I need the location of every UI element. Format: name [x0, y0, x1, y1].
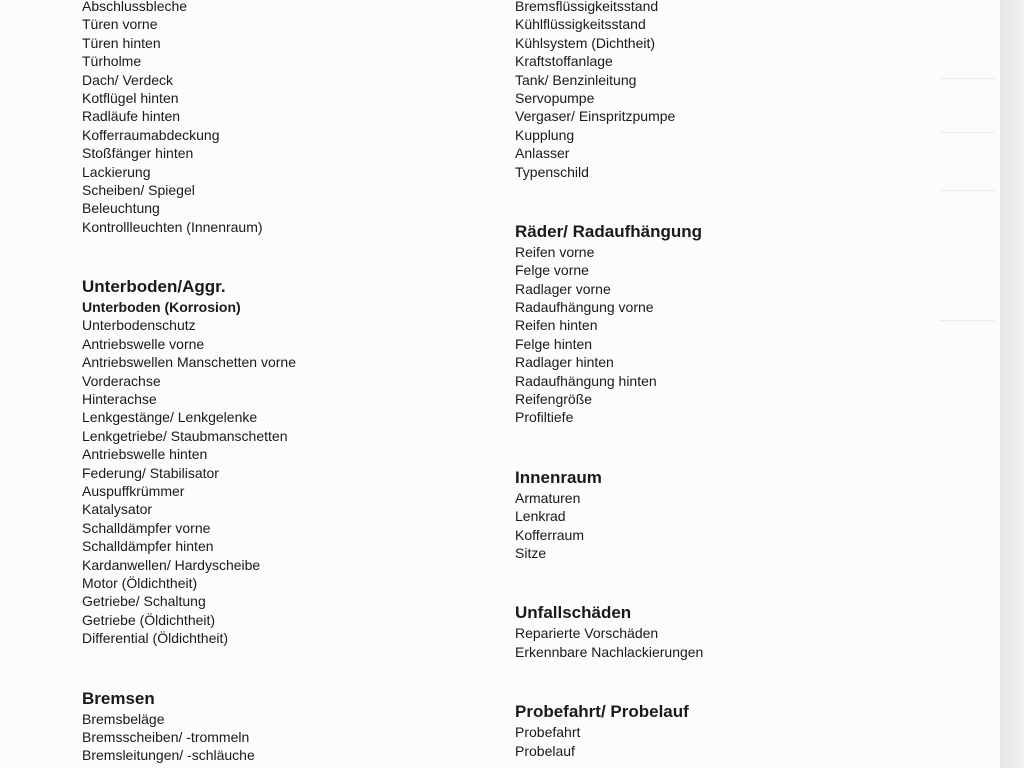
list-item: Kofferraum	[515, 526, 584, 543]
list-item: Lenkgestänge/ Lenkgelenke	[82, 409, 258, 426]
section-heading: Innenraum	[515, 467, 602, 487]
section-bremsen	[82, 686, 462, 765]
list-item: Radaufhängung vorne	[515, 299, 654, 316]
left-column	[82, 0, 462, 765]
raeder-list	[515, 243, 935, 427]
list-item: Felge hinten	[515, 335, 593, 352]
list-item: Kühlflüssigkeitsstand	[515, 16, 646, 33]
list-item: Radaufhängung hinten	[515, 372, 657, 389]
list-item: Auspuffkrümmer	[82, 483, 185, 499]
section-heading: Probefahrt/ Probelauf	[515, 702, 689, 722]
unterboden-list	[82, 316, 462, 647]
list-item: Türholme	[82, 53, 142, 70]
brand-watermark	[20, 0, 64, 520]
list-item: Katalysator	[82, 501, 153, 518]
section-subheading: Unterboden (Korrosion)	[82, 299, 241, 316]
section-gap	[515, 181, 935, 219]
section-gap	[82, 236, 462, 274]
section-probefahrt	[515, 699, 935, 760]
list-item: Sitze	[515, 544, 547, 561]
list-item: Kofferraumabdeckung	[82, 126, 220, 143]
list-item: Radläufe hinten	[82, 108, 181, 125]
list-item: Federung/ Stabilisator	[82, 464, 219, 481]
list-item: Kühlsystem (Dichtheit)	[515, 34, 656, 51]
probefahrt-list	[515, 723, 935, 760]
list-item: Probelauf	[515, 742, 575, 759]
section-gap	[515, 562, 935, 600]
exterior-list	[82, 0, 462, 236]
section-raeder	[515, 219, 935, 427]
page-edge-shadow	[1000, 0, 1024, 768]
list-item: Antriebswelle hinten	[82, 446, 208, 463]
list-item: Antriebswellen Manschetten vorne	[82, 354, 297, 371]
list-item: Profiltiefe	[515, 409, 574, 426]
section-gap	[82, 648, 462, 686]
list-item: Reifen hinten	[515, 317, 598, 334]
list-item: Hinterachse	[82, 391, 157, 408]
list-item: Reparierte Vorschäden	[515, 625, 659, 642]
list-item: Bremsflüssigkeitsstand	[515, 0, 659, 14]
list-item: Kraftstoffanlage	[515, 53, 613, 70]
innenraum-list	[515, 489, 935, 563]
list-item: Bremsleitungen/ -schläuche	[82, 747, 255, 764]
list-item: Beleuchtung	[82, 200, 160, 217]
list-item: Radlager vorne	[515, 280, 611, 297]
list-item: Schalldämpfer hinten	[82, 538, 214, 555]
section-heading: Unterboden/Aggr.	[82, 277, 226, 297]
list-item: Lenkgetriebe/ Staubmanschetten	[82, 427, 288, 444]
list-item: Anlasser	[515, 145, 570, 162]
section-gap	[515, 661, 935, 699]
list-item: Kontrollleuchten (Innenraum)	[82, 218, 263, 235]
section-unfallschaeden	[515, 600, 935, 661]
list-item: Schalldämpfer vorne	[82, 519, 211, 536]
list-item: Lackierung	[82, 163, 151, 180]
list-item: Radlager hinten	[515, 354, 614, 371]
list-item: Türen vorne	[82, 16, 158, 33]
list-item: Typenschild	[515, 163, 589, 180]
list-item: Scheiben/ Spiegel	[82, 181, 195, 198]
list-item: Kotflügel hinten	[82, 89, 179, 106]
list-item: Probefahrt	[515, 724, 581, 741]
section-innenraum	[515, 465, 935, 563]
section-gap	[515, 427, 935, 465]
list-item: Bremsscheiben/ -trommeln	[82, 728, 250, 745]
list-item: Bremsbeläge	[82, 710, 165, 727]
bleed-line	[940, 132, 995, 133]
list-item: Antriebswelle vorne	[82, 335, 205, 352]
list-item: Felge vorne	[515, 262, 589, 279]
list-item: Motor (Öldichtheit)	[82, 574, 198, 591]
list-item: Reifen vorne	[515, 243, 595, 260]
list-item: Kardanwellen/ Hardyscheibe	[82, 556, 261, 573]
section-heading: Unfallschäden	[515, 603, 632, 623]
section-unterboden	[82, 274, 462, 647]
list-item: Reifengröße	[515, 391, 593, 408]
bremsen-list	[82, 710, 462, 765]
list-item: Lenkrad	[515, 508, 566, 525]
list-item: Getriebe/ Schaltung	[82, 593, 206, 610]
bleed-line	[940, 190, 995, 191]
list-item: Tank/ Benzinleitung	[515, 71, 637, 88]
list-item: Armaturen	[515, 489, 581, 506]
list-item: Dach/ Verdeck	[82, 71, 174, 88]
unfall-list	[515, 624, 935, 661]
list-item: Getriebe (Öldichtheit)	[82, 611, 216, 628]
list-item: Abschlussbleche	[82, 0, 188, 14]
section-heading: Räder/ Radaufhängung	[515, 221, 703, 241]
list-item: Differential (Öldichtheit)	[82, 630, 229, 647]
list-item: Erkennbare Nachlackierungen	[515, 643, 704, 660]
engine-compartment-list	[515, 0, 935, 181]
bleed-line	[940, 320, 995, 321]
bleed-line	[940, 78, 995, 79]
list-item: Türen hinten	[82, 34, 161, 51]
section-heading: Bremsen	[82, 688, 155, 708]
list-item: Kupplung	[515, 126, 575, 143]
right-column	[515, 0, 935, 760]
list-item: Servopumpe	[515, 89, 595, 106]
list-item: Vergaser/ Einspritzpumpe	[515, 108, 676, 125]
list-item: Stoßfänger hinten	[82, 145, 194, 162]
list-item: Vorderachse	[82, 372, 161, 389]
list-item: Unterbodenschutz	[82, 317, 196, 334]
